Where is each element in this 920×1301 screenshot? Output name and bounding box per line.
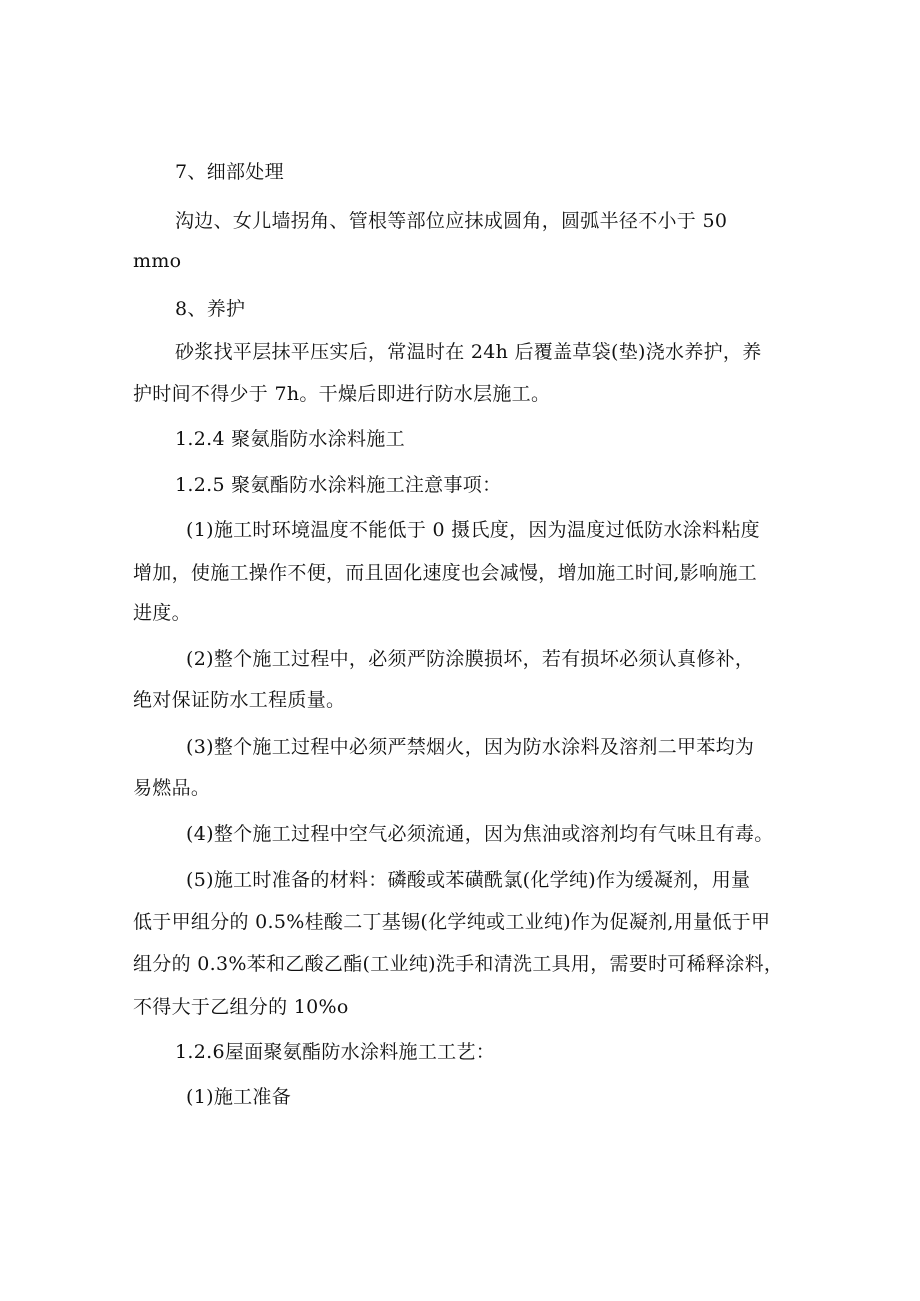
paragraph-line: (5)施工时准备的材料：磷酸或苯磺酰氯(化学纯)作为缓凝剂，用量: [186, 869, 751, 891]
paragraph-line: 护时间不得少于 7h。干燥后即进行防水层施工。: [133, 383, 551, 405]
section-heading-1-2-4: 1.2.4 聚氨脂防水涂料施工: [175, 428, 405, 450]
heading-detail-treatment: 7、细部处理: [175, 161, 284, 183]
section-heading-1-2-6: 1.2.6屋面聚氨酯防水涂料施工工艺：: [175, 1041, 496, 1063]
paragraph-line: 易燃品。: [133, 777, 211, 799]
subheading-construction-prep: (1)施工准备: [186, 1086, 292, 1108]
paragraph-line: 不得大于乙组分的 10%o: [133, 996, 349, 1018]
section-heading-1-2-5: 1.2.5 聚氨酯防水涂料施工注意事项：: [175, 474, 502, 496]
paragraph-line: 增加，使施工操作不便，而且固化速度也会减慢，增加施工时间,影响施工: [133, 562, 757, 584]
paragraph-line: (1)施工时环境温度不能低于 0 摄氏度，因为温度过低防水涂料粘度: [186, 519, 760, 541]
paragraph-line: 进度。: [133, 602, 191, 624]
paragraph-line: 组分的 0.3%苯和乙酸乙酯(工业纯)洗手和清洗工具用，需要时可稀释涂料，: [133, 953, 784, 975]
paragraph-line: 绝对保证防水工程质量。: [133, 689, 346, 711]
paragraph-line: 沟边、女儿墙拐角、管根等部位应抹成圆角，圆弧半径不小于 50: [175, 210, 728, 232]
paragraph-line: 砂浆找平层抹平压实后，常温时在 24h 后覆盖草袋(垫)浇水养护，养: [175, 341, 762, 363]
paragraph-line: (2)整个施工过程中，必须严防涂膜损坏，若有损坏必须认真修补，: [186, 648, 755, 670]
paragraph-line: (3)整个施工过程中必须严禁烟火，因为防水涂料及溶剂二甲苯均为: [186, 736, 755, 758]
paragraph-line: (4)整个施工过程中空气必须流通，因为焦油或溶剂均有气味且有毒。: [186, 823, 774, 845]
paragraph-line: 低于甲组分的 0.5%桂酸二丁基锡(化学纯或工业纯)作为促凝剂,用量低于甲: [133, 911, 771, 933]
paragraph-line: mmo: [133, 250, 182, 272]
heading-curing: 8、养护: [175, 298, 246, 320]
